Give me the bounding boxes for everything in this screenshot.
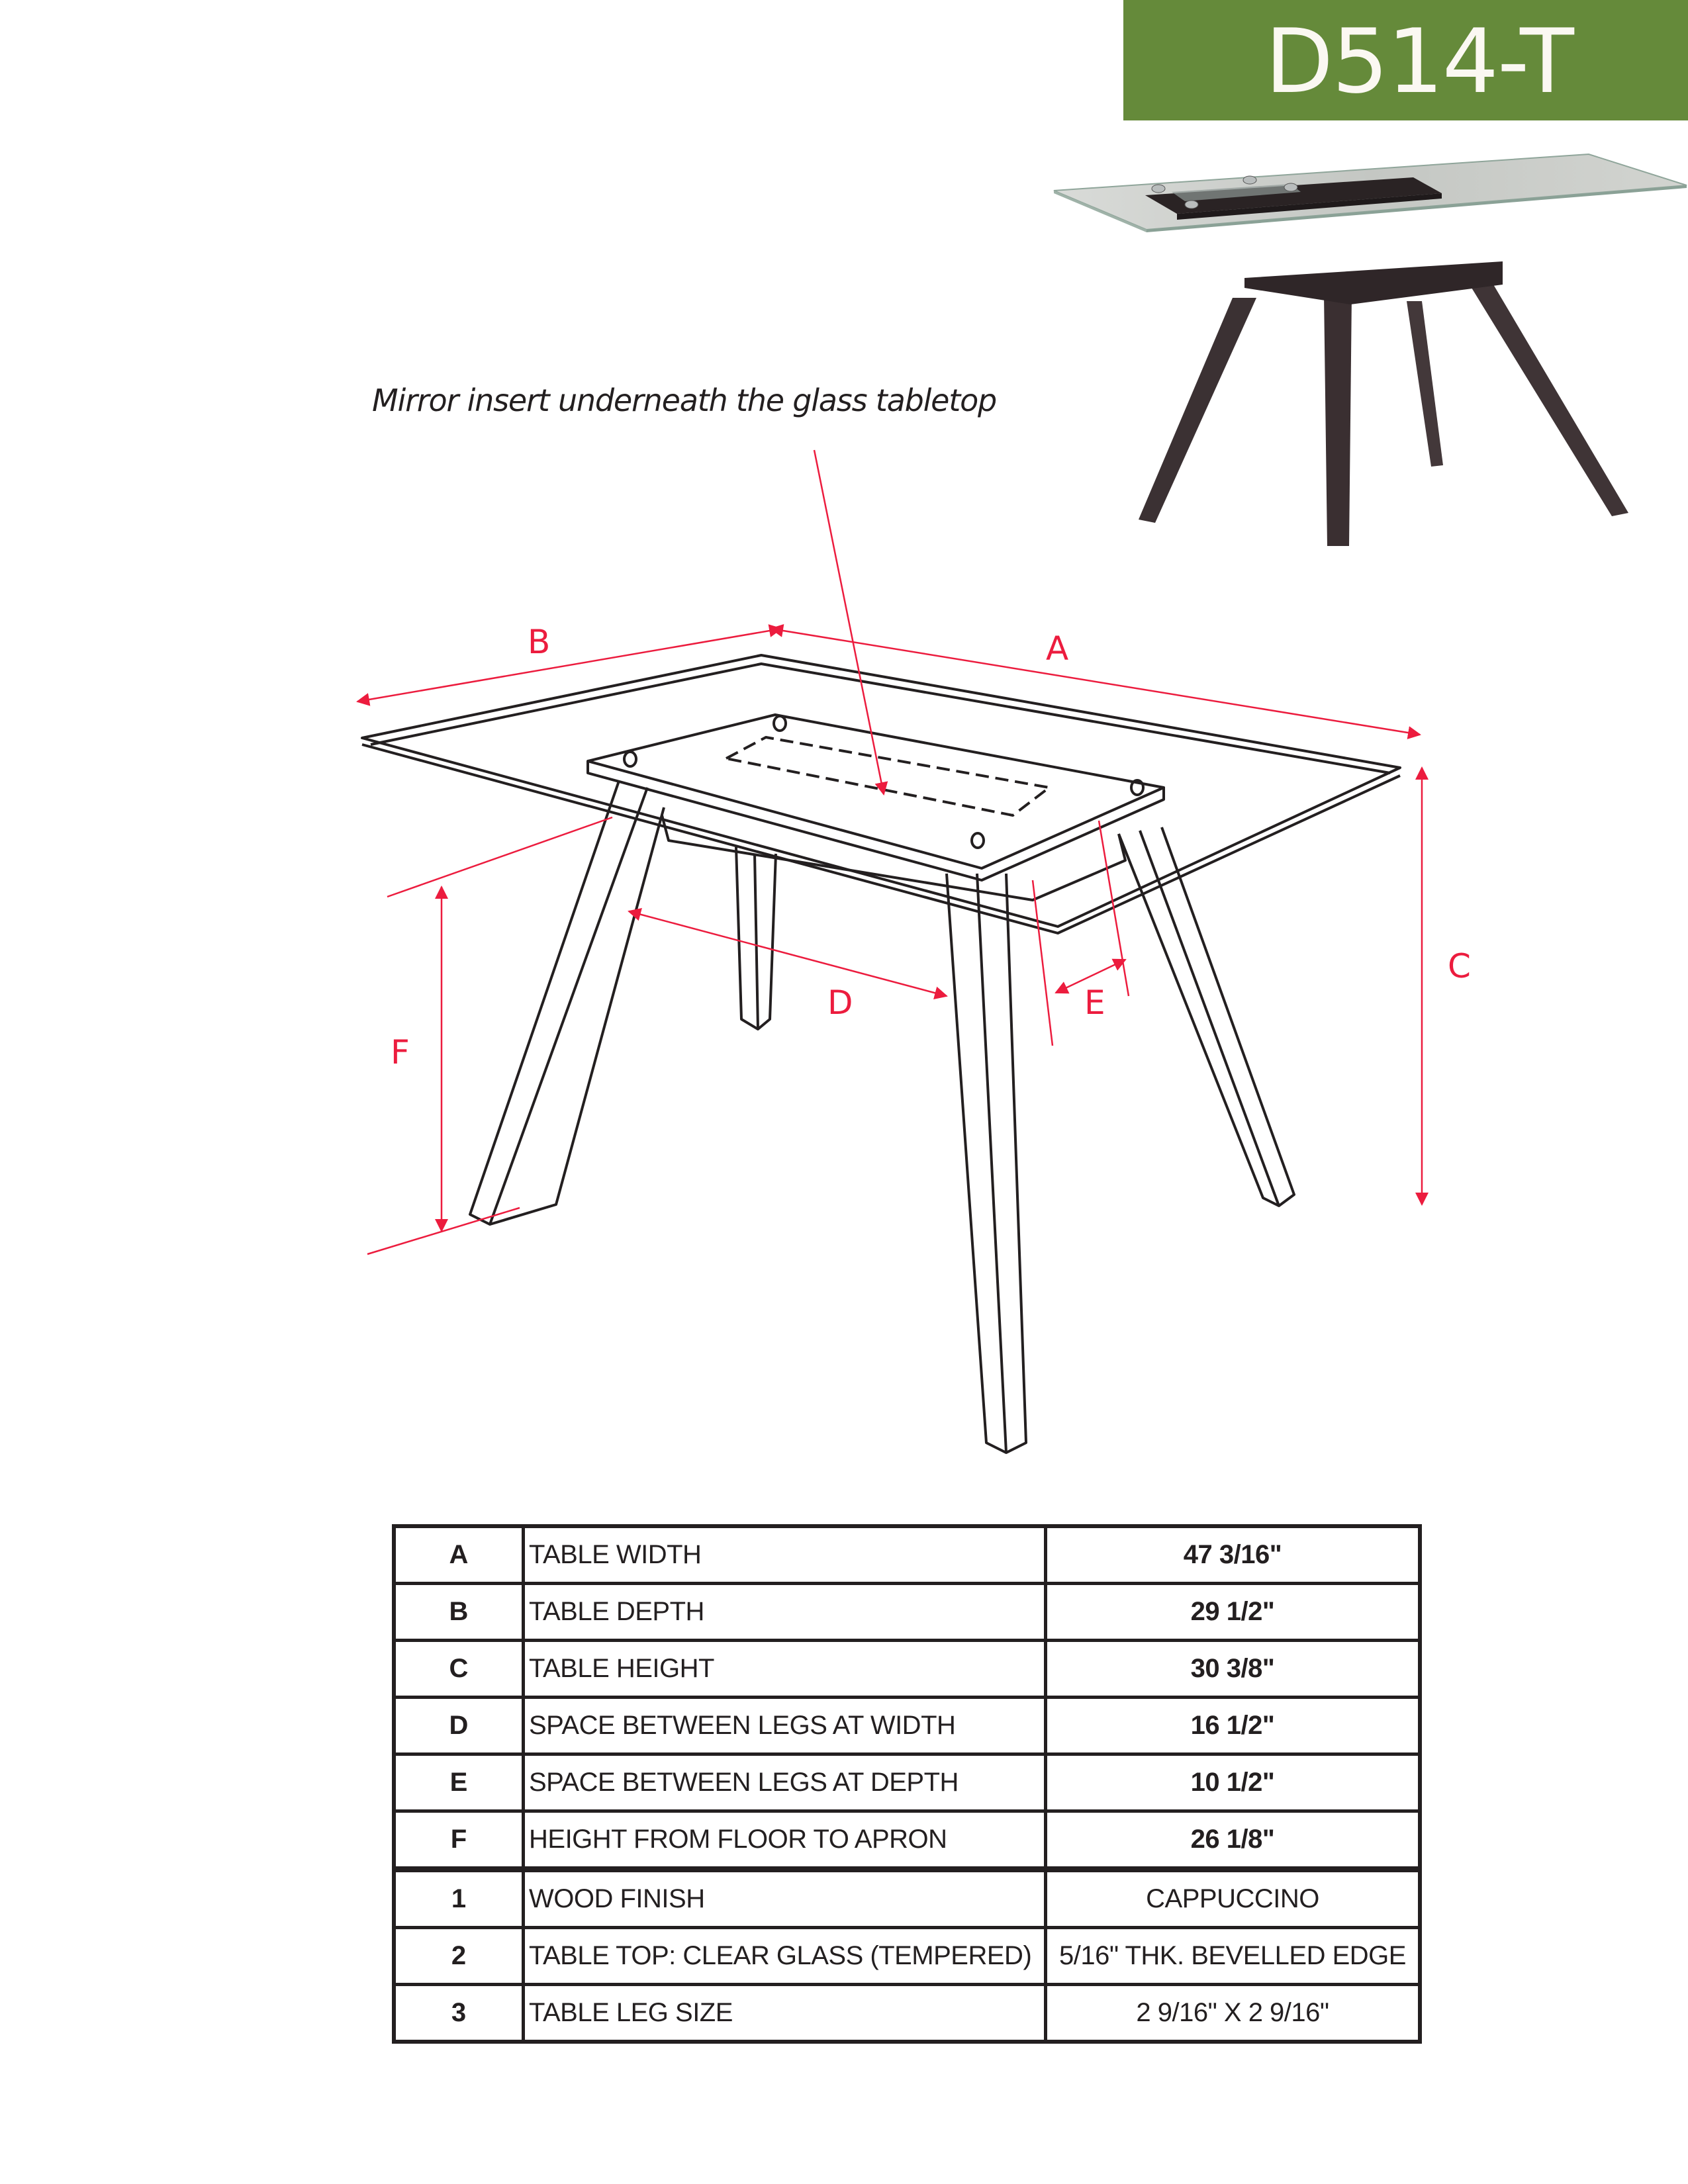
- spec-key: D: [394, 1698, 524, 1754]
- spec-label: TABLE TOP: CLEAR GLASS (TEMPERED): [524, 1928, 1046, 1985]
- spec-row-1: [394, 1870, 1420, 1928]
- spec-key: A: [394, 1526, 524, 1584]
- spec-value: CAPPUCCINO: [1046, 1870, 1421, 1928]
- spec-row-3: [394, 1985, 1420, 2042]
- spec-row-b: [394, 1584, 1420, 1641]
- spec-row-f: [394, 1811, 1420, 1870]
- spec-key: B: [394, 1584, 524, 1641]
- spec-row-a: [394, 1526, 1420, 1584]
- spec-key: 2: [394, 1928, 524, 1985]
- spec-row-c: [394, 1641, 1420, 1698]
- spec-value: 29 1/2": [1046, 1584, 1421, 1641]
- model-code: D514-T: [1265, 10, 1573, 113]
- dimension-label-f: F: [391, 1033, 410, 1071]
- dimension-label-b: B: [528, 623, 551, 661]
- spec-label: TABLE HEIGHT: [524, 1641, 1046, 1698]
- mirror-insert-annotation: Mirror insert underneath the glass tabletop: [372, 383, 997, 418]
- dimension-label-e: E: [1084, 983, 1105, 1022]
- spec-key: 3: [394, 1985, 524, 2042]
- spec-key: 1: [394, 1870, 524, 1928]
- spec-value: 26 1/8": [1046, 1811, 1421, 1870]
- spec-value: 10 1/2": [1046, 1754, 1421, 1811]
- dimension-label-d: D: [827, 983, 853, 1022]
- spec-value: 2 9/16" X 2 9/16": [1046, 1985, 1421, 2042]
- spec-key: C: [394, 1641, 524, 1698]
- spec-label: HEIGHT FROM FLOOR TO APRON: [524, 1811, 1046, 1870]
- spec-label: TABLE WIDTH: [524, 1526, 1046, 1584]
- spec-label: TABLE DEPTH: [524, 1584, 1046, 1641]
- spec-value: 5/16" THK. BEVELLED EDGE: [1046, 1928, 1421, 1985]
- spec-row-e: [394, 1754, 1420, 1811]
- spec-label: WOOD FINISH: [524, 1870, 1046, 1928]
- spec-value: 16 1/2": [1046, 1698, 1421, 1754]
- spec-key: F: [394, 1811, 524, 1870]
- spec-label: SPACE BETWEEN LEGS AT DEPTH: [524, 1754, 1046, 1811]
- spec-label: TABLE LEG SIZE: [524, 1985, 1046, 2042]
- spec-label: SPACE BETWEEN LEGS AT WIDTH: [524, 1698, 1046, 1754]
- dimension-label-a: A: [1046, 629, 1069, 668]
- spec-row-d: [394, 1698, 1420, 1754]
- spec-table: [392, 1524, 1422, 2044]
- spec-value: 47 3/16": [1046, 1526, 1421, 1584]
- spec-value: 30 3/8": [1046, 1641, 1421, 1698]
- spec-key: E: [394, 1754, 524, 1811]
- spec-row-2: [394, 1928, 1420, 1985]
- dimension-label-c: C: [1448, 947, 1471, 985]
